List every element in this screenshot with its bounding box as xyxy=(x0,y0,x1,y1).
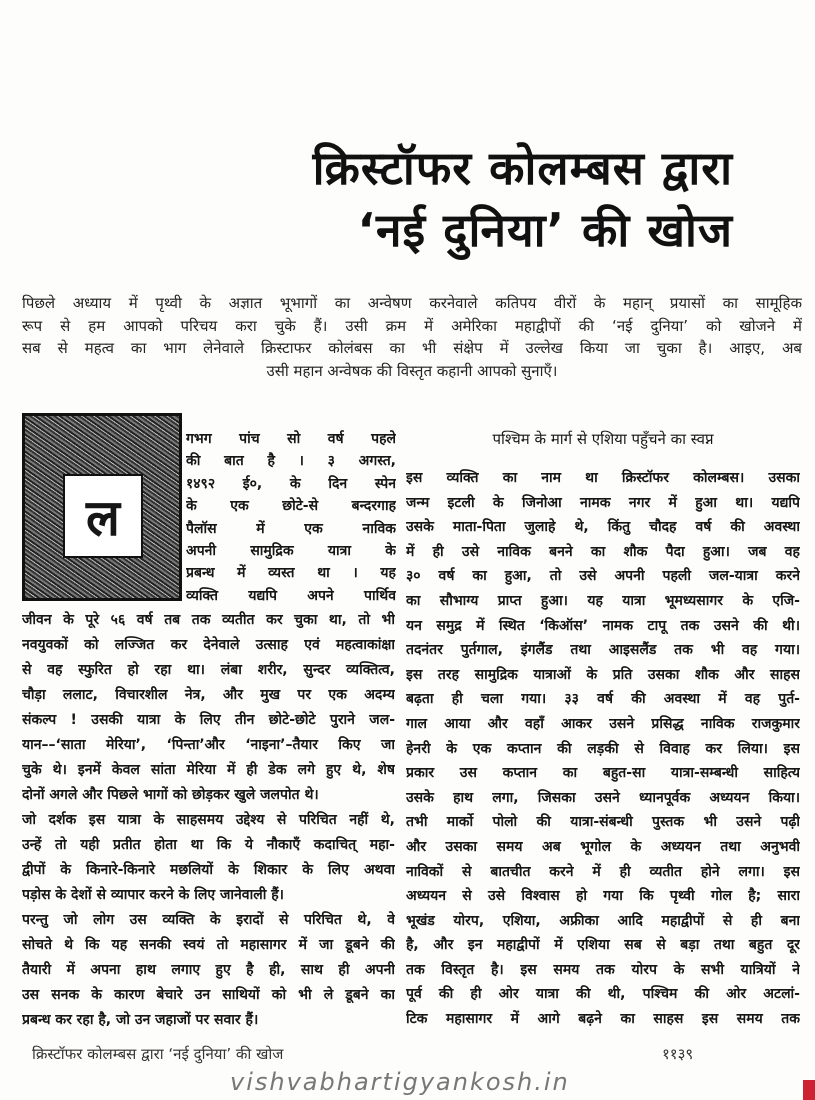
text-line: की बात है । ३ अगस्त, xyxy=(186,453,396,470)
intro-paragraph xyxy=(22,292,802,382)
page-number: ११३९ xyxy=(662,1045,694,1063)
text-line: गाल आया और वहाँ आकर उसने प्रसिद्ध नाविक राजकुमार xyxy=(406,715,800,732)
text-line: यन समुद्र में स्थित ‘किऑस’ नामक टापू तक उसने की थी। xyxy=(406,617,800,634)
text-line: प्रबन्ध कर रहा है, जो उन जहाजों पर सवार हैं। xyxy=(22,1012,259,1028)
text-line: जन्म इटली के जिनोआ नामक नगर में हुआ था। यद्यपि xyxy=(406,494,800,511)
text-line: संकल्प ! उसकी यात्रा के लिए तीन छोटे-छोटे पुराने जल- xyxy=(22,712,395,728)
text-line: जो दर्शक इस यात्रा के साहसमय उद्देश्य से परिचित नहीं थे, xyxy=(22,812,395,828)
article-title-line-2: ‘नई दुनिया’ की खोज xyxy=(357,203,733,257)
text-line: है, और इन महाद्वीपों में एशिया सब से बड़ा तथा बहुत दूर xyxy=(406,937,800,954)
text-line: रूप से हम आपको परिचय करा चुके हैं। उसी क्रम में अमेरिका महाद्वीपों की ‘नई दुनिया’ को खोजने में xyxy=(22,316,802,335)
drop-cap-illustration xyxy=(22,413,182,601)
text-line: तैयारी में अपना हाथ लगाए हुए है ही, साथ ही अपनी xyxy=(22,962,395,978)
text-line: से वह स्फुरित हो रहा था। लंबा शरीर, सुन्दर व्यक्तित्व, xyxy=(22,662,395,678)
left-column-text xyxy=(22,608,395,1033)
article-title-line-1: क्रिस्टॉफर कोलम्बस द्वारा xyxy=(312,141,733,195)
text-line: द्वीपों के किनारे-किनारे मछलियों के शिकार के लिए अथवा xyxy=(22,862,395,878)
text-line: के एक छोटे-से बन्दरगाह xyxy=(186,498,396,515)
text-line: इस व्यक्ति का नाम था क्रिस्टॉफर कोलम्बस। उसका xyxy=(406,470,800,486)
text-line: सब से महत्व का भाग लेनेवाले क्रिस्टाफर कोलंबस का भी संक्षेप में उल्लेख किया जा चुका है। आइए, अब xyxy=(22,339,802,357)
running-footer-title: क्रिस्टॉफर कोलम्बस द्वारा ‘नई दुनिया’ की खोज xyxy=(32,1045,284,1063)
text-line: पड़ोस के देशों से व्यापार करने के लिए जानेवाली हैं। xyxy=(22,887,284,903)
text-line: हेनरी के एक कप्तान की लड़की से विवाह कर लिया। इस xyxy=(406,740,800,757)
text-line: उसी महान अन्वेषक की विस्तृत कहानी आपको सुनाएँ। xyxy=(266,361,558,380)
drop-cap-letter: ल xyxy=(63,474,143,558)
text-line: सोचते थे कि यह सनकी स्वयं तो महासागर में जा डूबने की xyxy=(22,937,395,953)
section-heading: पश्चिम के मार्ग से एशिया पहुँचने का स्वप्न xyxy=(492,430,714,448)
text-line: बढ़ता ही चला गया। ३३ वर्ष की अवस्था में वह पुर्त- xyxy=(406,691,800,708)
text-line: चौड़ा ललाट, विचारशील नेत्र, और मुख पर एक अदम्य xyxy=(22,687,395,703)
text-beside-illustration xyxy=(186,428,396,607)
text-line: इस तरह सामुद्रिक यात्राओं के प्रति उसका शौक और साहस xyxy=(406,666,800,683)
text-line: जीवन के पूरे ५६ वर्ष तब तक व्यतीत कर चुका था, तो भी xyxy=(22,612,395,628)
text-line: और उसका समय अब भूगोल के अध्ययन तथा अनुभवी xyxy=(406,838,800,855)
text-line: टिक महासागर में आगे बढ़ने का साहस इस समय तक xyxy=(406,1011,800,1028)
text-line: प्रकार उस कप्तान का बहुत-सा यात्रा-सम्बन्धी साहित्य xyxy=(406,765,800,782)
text-line: पिछले अध्याय में पृथ्वी के अज्ञात भूभागों का अन्वेषण करनेवाले कतिपय वीरों के महान् प्रयासों का सामूहिक xyxy=(22,294,802,312)
text-line: अपनी सामुद्रिक यात्रा के xyxy=(186,542,396,559)
text-line: नाविकों से बातचीत करने में ही व्यतीत होने लगा। इस xyxy=(406,863,800,880)
text-line: नवयुवकों को लज्जित कर देनेवाले उत्साह एवं महत्वाकांक्षा xyxy=(22,637,395,653)
right-column-text xyxy=(406,466,800,1032)
text-line: तदनंतर पुर्तगाल, इंगलैंड तथा आइसलैंड तक भी वह गया। xyxy=(406,642,800,659)
text-line: पूर्व की ही ओर यात्रा की थी, पश्चिम की ओर अटलां- xyxy=(406,986,800,1003)
text-line: में ही उसे नाविक बनने का शौक पैदा हुआ। जब वह xyxy=(406,543,800,560)
text-line: तक विस्तृत है। इस समय तक योरप के सभी यात्रियों ने xyxy=(406,961,800,978)
text-line: पैलॉस में एक नाविक xyxy=(186,520,396,537)
text-line: यान––‘साता मेरिया’, ‘पिन्ता’और ‘नाइना’–तैयार किए जा xyxy=(22,737,395,753)
text-line: व्यक्ति यद्यपि अपने पार्थिव xyxy=(186,587,396,604)
text-line: गभग पांच सो वर्ष पहले xyxy=(186,431,396,447)
text-line: उसके माता-पिता जुलाहे थे, किंतु चौदह वर्ष की अवस्था xyxy=(406,519,800,536)
text-line: उसके हाथ लगा, जिसका उसने ध्यानपूर्वक अध्ययन किया। xyxy=(406,789,800,806)
text-line: परन्तु जो लोग उस व्यक्ति के इरादों से परिचित थे, वे xyxy=(22,912,395,928)
text-line: का सौभाग्य प्राप्त हुआ। यह यात्रा भूमध्यसागर के एजि- xyxy=(406,592,800,609)
text-line: उन्हें तो यही प्रतीत होता था कि ये नौकाएँ कदाचित् महा- xyxy=(22,837,395,853)
text-line: १४९२ ई०, के दिन स्पेन xyxy=(186,475,396,492)
text-line: प्रबन्ध में व्यस्त था । यह xyxy=(186,565,396,582)
text-line: ३० वर्ष का हुआ, तो उसे अपनी पहली जल-यात्रा करने xyxy=(406,568,800,585)
text-line: चुके थे। इनमें केवल सांता मेरिया में ही डेक लगे हुए थे, शेष xyxy=(22,762,395,778)
page-edge xyxy=(803,1080,815,1100)
watermark: vishvabhartigyankosh.in xyxy=(230,1068,570,1096)
text-line: उस सनक के कारण बेचारे उन साथियों को भी ले डूबने का xyxy=(22,987,395,1003)
text-line: तभी मार्को पोलो की यात्रा-संबन्धी पुस्तक भी उसने पढ़ी xyxy=(406,814,800,831)
text-line: भूखंड योरप, एशिया, अफ्रीका आदि महाद्वीपों से ही बना xyxy=(406,912,800,929)
text-line: अध्ययन से उसे विश्वास हो गया कि पृथ्वी गोल है; सारा xyxy=(406,888,800,905)
text-line: दोनों अगले और पिछले भागों को छोड़कर खुले जलपोत थे। xyxy=(22,787,319,803)
